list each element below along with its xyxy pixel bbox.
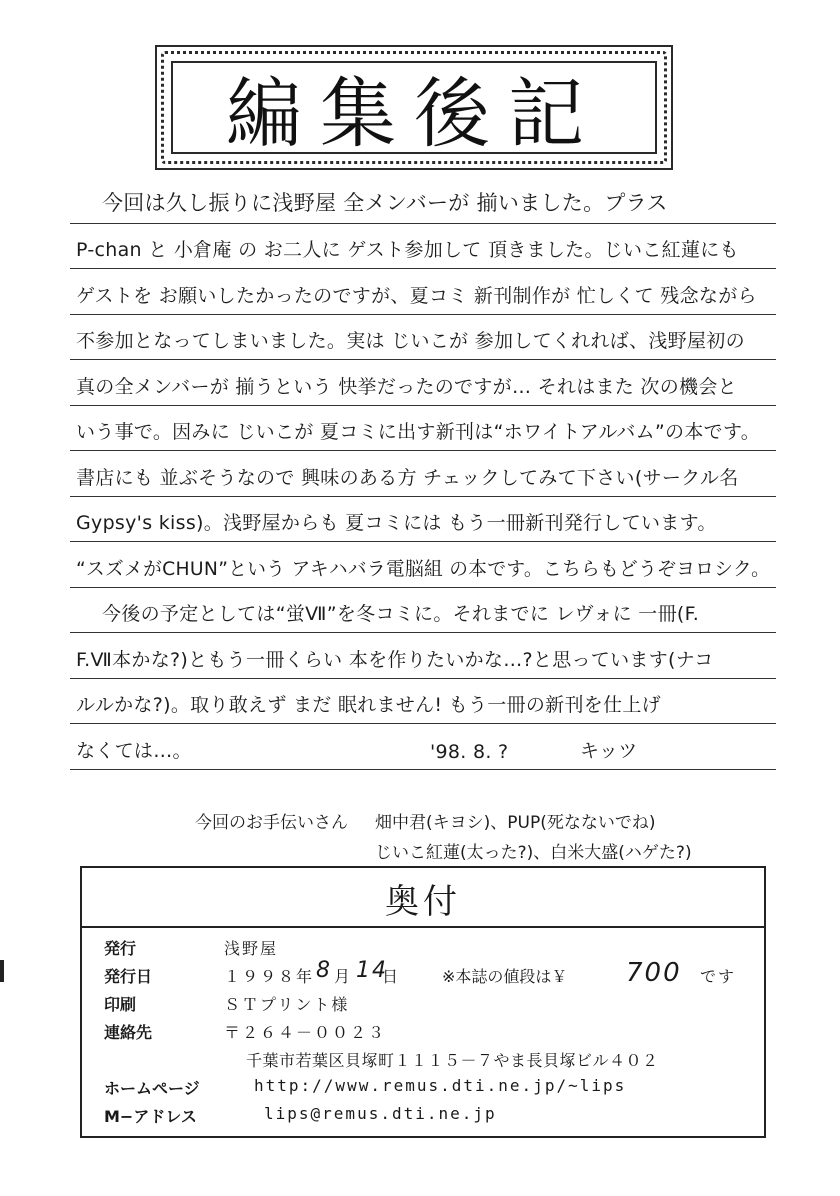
text-line-content: P-chan と 小倉庵 の お二人に ゲスト参加して 頂きました。じいこ紅蓮にも — [76, 239, 739, 261]
date-day-unit: 日 — [382, 967, 401, 986]
title-inner-box — [171, 61, 657, 158]
scan-mark — [0, 960, 4, 982]
text-line-content: Gypsy's kiss)。浅野屋からも 夏コミには もう一冊新刊発行しています。 — [76, 512, 717, 534]
date-year: １９９８年 — [224, 967, 315, 986]
helpers-names-1: 畑中君(キヨシ)、PUP(死なないでね) — [375, 813, 656, 833]
text-line — [70, 497, 776, 543]
signature-date: '98. 8. ? — [430, 740, 509, 763]
text-line — [70, 360, 776, 406]
homepage-label: ホームページ — [104, 1079, 200, 1098]
colophon-divider — [82, 926, 764, 928]
text-line-content: ルルかな?)。取り敢えず まだ 眠れません! もう一冊の新刊を仕上げ — [76, 694, 661, 716]
text-line-content: いう事で。因みに じいこが 夏コミに出す新刊は“ホワイトアルバム”の本です。 — [76, 421, 761, 443]
afterword-text — [70, 178, 776, 770]
text-line-content: 真の全メンバーが 揃うという 快挙だったのですが… それはまた 次の機会と — [76, 375, 737, 398]
text-line-content: 今後の予定としては“蛍Ⅶ”を冬コミに。それまでに レヴォに 一冊(F. — [102, 603, 700, 625]
text-line — [70, 224, 776, 270]
price-value: 700 — [626, 958, 682, 988]
colophon-title: 奥付 — [385, 882, 461, 922]
page-title: 編集後記 — [226, 69, 602, 158]
publisher-label: 発行 — [104, 939, 137, 958]
email-link[interactable]: lips@remus.dti.ne.jp — [264, 1104, 497, 1123]
text-line — [70, 724, 776, 770]
helpers-label: 今回のお手伝いさん — [195, 813, 348, 833]
text-line — [70, 178, 776, 224]
postal-code: 〒２６４－００２３ — [224, 1023, 387, 1042]
price-label: ※本誌の値段は￥ — [442, 967, 568, 986]
text-line — [70, 679, 776, 725]
publisher-value: 浅野屋 — [224, 939, 279, 958]
text-line-content: “スズメがCHUN”という アキハバラ電脳組 の本です。こちらもどうぞヨロシク。 — [76, 557, 771, 580]
helpers-names-2: じいこ紅蓮(太った?)、白米大盛(ハゲた?) — [375, 843, 692, 863]
colophon-box — [80, 866, 766, 1138]
text-line-content: 書店にも 並ぶそうなので 興味のある方 チェックしてみて下さい(サークル名 — [76, 466, 739, 489]
text-line — [70, 542, 776, 588]
text-line-content: 今回は久し振りに浅野屋 全メンバーが 揃いました。プラス — [102, 190, 668, 215]
signature-name: キッツ — [580, 739, 638, 762]
address-value: 千葉市若葉区貝塚町１１１５－７やま長貝塚ビル４０２ — [246, 1051, 659, 1070]
text-line-content: 不参加となってしまいました。実は じいこが 参加してくれれば、浅野屋初の — [76, 330, 745, 352]
date-day: 14 — [356, 958, 388, 983]
date-label: 発行日 — [104, 967, 153, 986]
text-line — [70, 588, 776, 634]
price-unit: です — [700, 967, 737, 986]
text-line — [70, 406, 776, 452]
contact-label: 連絡先 — [104, 1023, 153, 1042]
text-line — [70, 451, 776, 497]
text-line — [70, 315, 776, 361]
homepage-link[interactable]: http://www.remus.dti.ne.jp/~lips — [254, 1076, 627, 1095]
title-frame — [155, 45, 673, 170]
email-label: M−アドレス — [104, 1107, 197, 1126]
date-month-unit: 月 — [334, 967, 353, 986]
text-line-content: なくては…。 — [76, 739, 192, 762]
printer-label: 印刷 — [104, 995, 137, 1014]
text-line-content: F.Ⅶ本かな?)ともう一冊くらい 本を作りたいかな…?と思っています(ナコ — [76, 648, 714, 671]
printer-value: ＳＴプリント様 — [224, 995, 350, 1014]
date-month: 8 — [316, 958, 332, 983]
text-line — [70, 269, 776, 315]
text-line — [70, 633, 776, 679]
text-line-content: ゲストを お願いしたかったのですが、夏コミ 新刊制作が 忙しくて 残念ながら — [76, 284, 757, 307]
